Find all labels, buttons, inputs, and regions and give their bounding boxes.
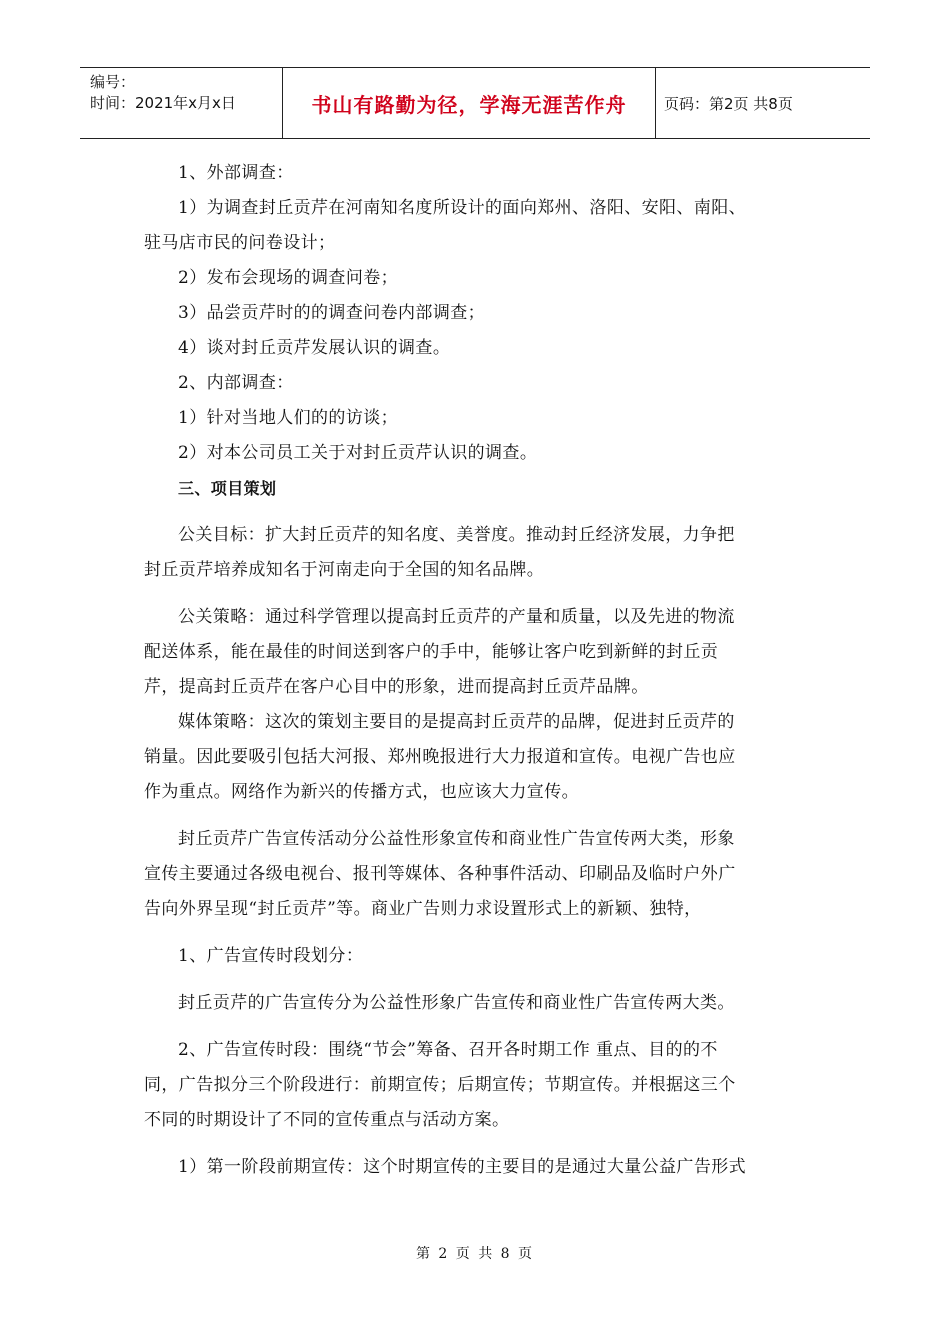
paragraph-cont: 封丘贡芹培养成知名于河南走向于全国的知名品牌。 xyxy=(144,560,545,580)
header-meta xyxy=(80,68,282,138)
paragraph: 2）对本公司员工关于对封丘贡芹认识的调查。 xyxy=(178,443,538,463)
paragraph-cont: 同，广告拟分三个阶段进行：前期宣传；后期宣传；节期宣传。并根据这三个 xyxy=(144,1075,736,1095)
document-body xyxy=(144,150,804,1185)
paragraph: 封丘贡芹广告宣传活动分公益性形象宣传和商业性广告宣传两大类，形象 xyxy=(178,829,735,849)
page-footer: 第 2 页 共 8 页 xyxy=(415,1246,535,1262)
paragraph: 3）品尝贡芹时的的调查问卷内部调查； xyxy=(178,303,486,323)
document-number: 编号： xyxy=(90,73,136,91)
paragraph: 公关策略：通过科学管理以提高封丘贡芹的产量和质量，以及先进的物流 xyxy=(178,607,735,627)
paragraph: 1）第一阶段前期宣传：这个时期宣传的主要目的是通过大量公益广告形式 xyxy=(178,1157,747,1177)
paragraph: 2）发布会现场的调查问卷； xyxy=(178,268,399,288)
paragraph-cont: 驻马店市民的问卷设计； xyxy=(144,233,336,253)
paragraph: 封丘贡芹的广告宣传分为公益性形象广告宣传和商业性广告宣传两大类。 xyxy=(178,993,735,1013)
paragraph: 媒体策略：这次的策划主要目的是提高封丘贡芹的品牌，促进封丘贡芹的 xyxy=(178,712,735,732)
header-page-info: 页码：第2页 共8页 xyxy=(664,94,793,113)
paragraph: 2、广告宣传时段：围绕“节会”筹备、召开各时期工作 重点、目的的不 xyxy=(178,1040,718,1060)
paragraph: 1）针对当地人们的的访谈； xyxy=(178,408,399,428)
paragraph-cont: 宣传主要通过各级电视台、报刊等媒体、各种事件活动、印刷品及临时户外广 xyxy=(144,864,736,884)
section-heading: 三、项目策划 xyxy=(178,479,277,498)
paragraph-cont: 配送体系，能在最佳的时间送到客户的手中，能够让客户吃到新鲜的封丘贡 xyxy=(144,642,719,662)
paragraph: 2、内部调查： xyxy=(178,373,294,393)
paragraph-cont: 作为重点。网络作为新兴的传播方式，也应该大力宣传。 xyxy=(144,782,579,802)
paragraph: 1、广告宣传时段划分： xyxy=(178,946,364,966)
document-time: 时间：2021年x月x日 xyxy=(90,94,236,112)
paragraph: 4）谈对封丘贡芹发展认识的调查。 xyxy=(178,338,451,358)
paragraph-cont: 告向外界呈现“封丘贡芹”等。商业广告则力求设置形式上的新颖、独特， xyxy=(144,899,702,919)
paragraph: 1）为调查封丘贡芹在河南知名度所设计的面向郑州、洛阳、安阳、南阳、 xyxy=(178,198,747,218)
paragraph: 公关目标：扩大封丘贡芹的知名度、美誉度。推动封丘经济发展，力争把 xyxy=(178,525,735,545)
paragraph-cont: 销量。因此要吸引包括大河报、郑州晚报进行大力报道和宣传。电视广告也应 xyxy=(144,747,736,767)
paragraph-cont: 芹，提高封丘贡芹在客户心目中的形象，进而提高封丘贡芹品牌。 xyxy=(144,677,649,697)
paragraph-cont: 不同的时期设计了不同的宣传重点与活动方案。 xyxy=(144,1110,510,1130)
paragraph: 1、外部调查： xyxy=(178,163,294,183)
header-motto: 书山有路勤为径，学海无涯苦作舟 xyxy=(282,68,656,138)
page-header xyxy=(80,67,870,139)
